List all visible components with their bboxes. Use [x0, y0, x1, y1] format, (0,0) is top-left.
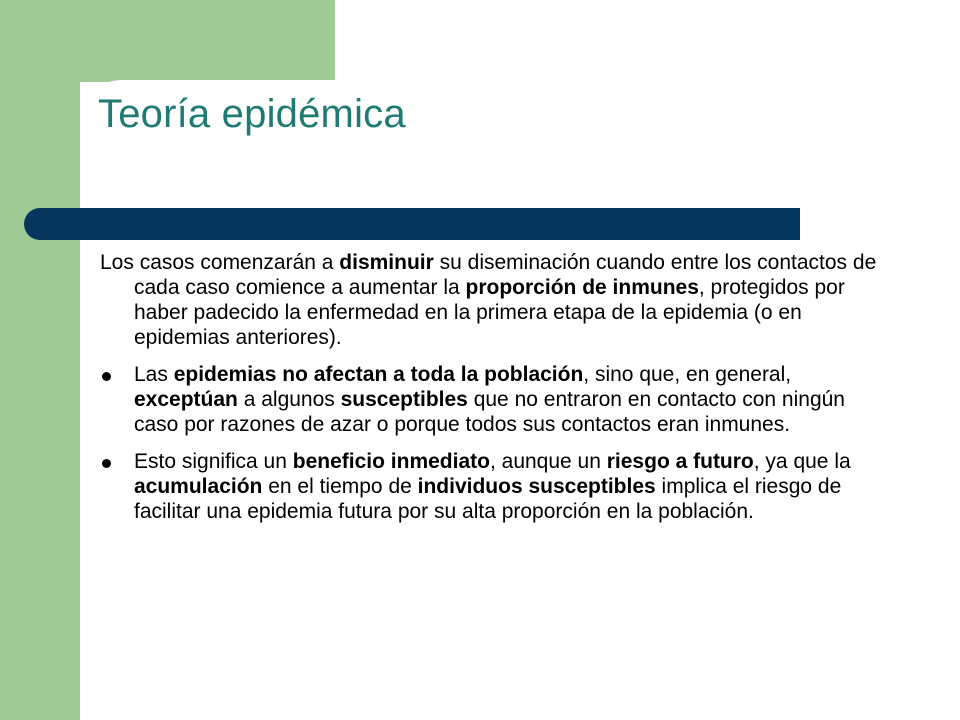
- bullet-dot-icon: [102, 372, 111, 381]
- paragraph-text: su diseminación cuando entre los contactos de cada caso comience a aumentar la: [134, 251, 877, 299]
- bullet-bold-text: susceptibles: [340, 388, 468, 411]
- title-underline-bar: [24, 208, 800, 240]
- bullet-text: a algunos: [237, 388, 341, 411]
- slide-body: [100, 250, 880, 536]
- bullet-bold-text: individuos susceptibles: [417, 475, 656, 498]
- bullet-text: , ya que la: [753, 450, 851, 473]
- bullet-text: que no entraron en contacto con ningún caso por razones de azar o porque todos sus contactos eran inmunes.: [134, 388, 845, 436]
- bullet-text: implica el riesgo de facilitar una epidemia futura por su alta proporción en la población.: [134, 475, 842, 523]
- paragraph-bold-text: proporción de inmunes: [465, 276, 699, 299]
- paragraph-bold-text: disminuir: [339, 251, 434, 274]
- bullet-bold-text: epidemias no afectan a toda la población: [173, 363, 584, 386]
- bullet-bold-text: riesgo a futuro: [606, 450, 754, 473]
- intro-paragraph: [100, 250, 880, 350]
- bullet-item: [100, 449, 880, 524]
- bullet-text: , sino que, en general,: [583, 363, 792, 386]
- bullet-text: en el tiempo de: [262, 475, 418, 498]
- slide-title: Teoría epidémica: [98, 92, 406, 136]
- bullet-dot-icon: [102, 459, 111, 468]
- bullet-bold-text: exceptúan: [134, 388, 238, 411]
- bullet-bold-text: beneficio inmediato: [292, 450, 490, 473]
- top-accent-block: [0, 0, 335, 82]
- bullet-bold-text: acumulación: [134, 475, 263, 498]
- left-accent-strip: [0, 0, 80, 720]
- paragraph-text: , protegidos por haber padecido la enfermedad en la primera etapa de la epidemia (o en epidemias anteriores).: [134, 276, 845, 349]
- bullet-item: [100, 362, 880, 437]
- bullet-text: Las: [134, 363, 174, 386]
- paragraph-text: Los casos comenzarán a: [100, 251, 340, 274]
- bullet-text: Esto significa un: [134, 450, 293, 473]
- bullet-text: , aunque un: [489, 450, 607, 473]
